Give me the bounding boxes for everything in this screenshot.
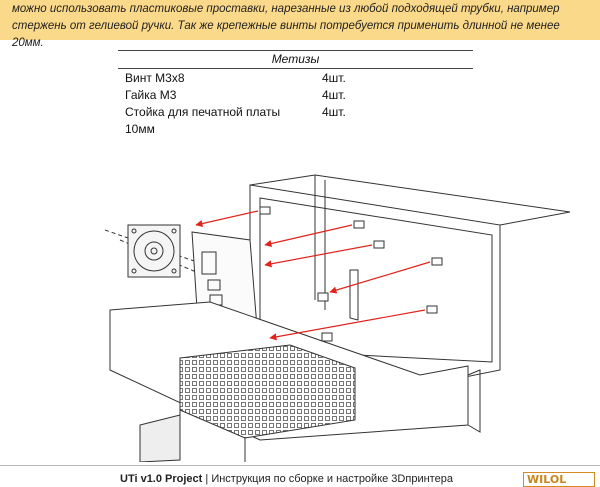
footer-project: UTi v1.0 Project <box>120 473 203 485</box>
hardware-title: Метизы <box>271 52 320 66</box>
hardware-item-3-name-cont: 10мм <box>125 122 155 136</box>
warning-note <box>0 0 600 49</box>
assembly-diagram <box>100 170 600 462</box>
hardware-item-1-name: Винт М3х8 <box>125 71 185 85</box>
hardware-item-3-name: Стойка для печатной платы <box>125 105 281 119</box>
brand-logo: WILOL <box>523 472 595 487</box>
note-line-2: стержень от гелиевой ручки. Так же крепежные винты потребуется применить длинной не менее 20мм. <box>12 20 560 49</box>
footer-divider <box>0 465 600 466</box>
footer-separator: | <box>205 473 209 485</box>
hardware-item-2-name: Гайка М3 <box>125 88 177 102</box>
hardware-table-header <box>118 50 473 69</box>
note-line-1: можно использовать пластиковые проставки, нарезанные из любой подходящей трубки, например <box>12 3 560 15</box>
footer-text <box>120 473 453 485</box>
hardware-item-2-qty: 4шт. <box>322 88 346 102</box>
hardware-item-3-qty: 4шт. <box>322 105 346 119</box>
hardware-item-1-qty: 4шт. <box>322 71 346 85</box>
page-footer <box>0 465 600 487</box>
footer-subtitle: Инструкция по сборке и настройке 3Dпринтера <box>211 473 453 485</box>
